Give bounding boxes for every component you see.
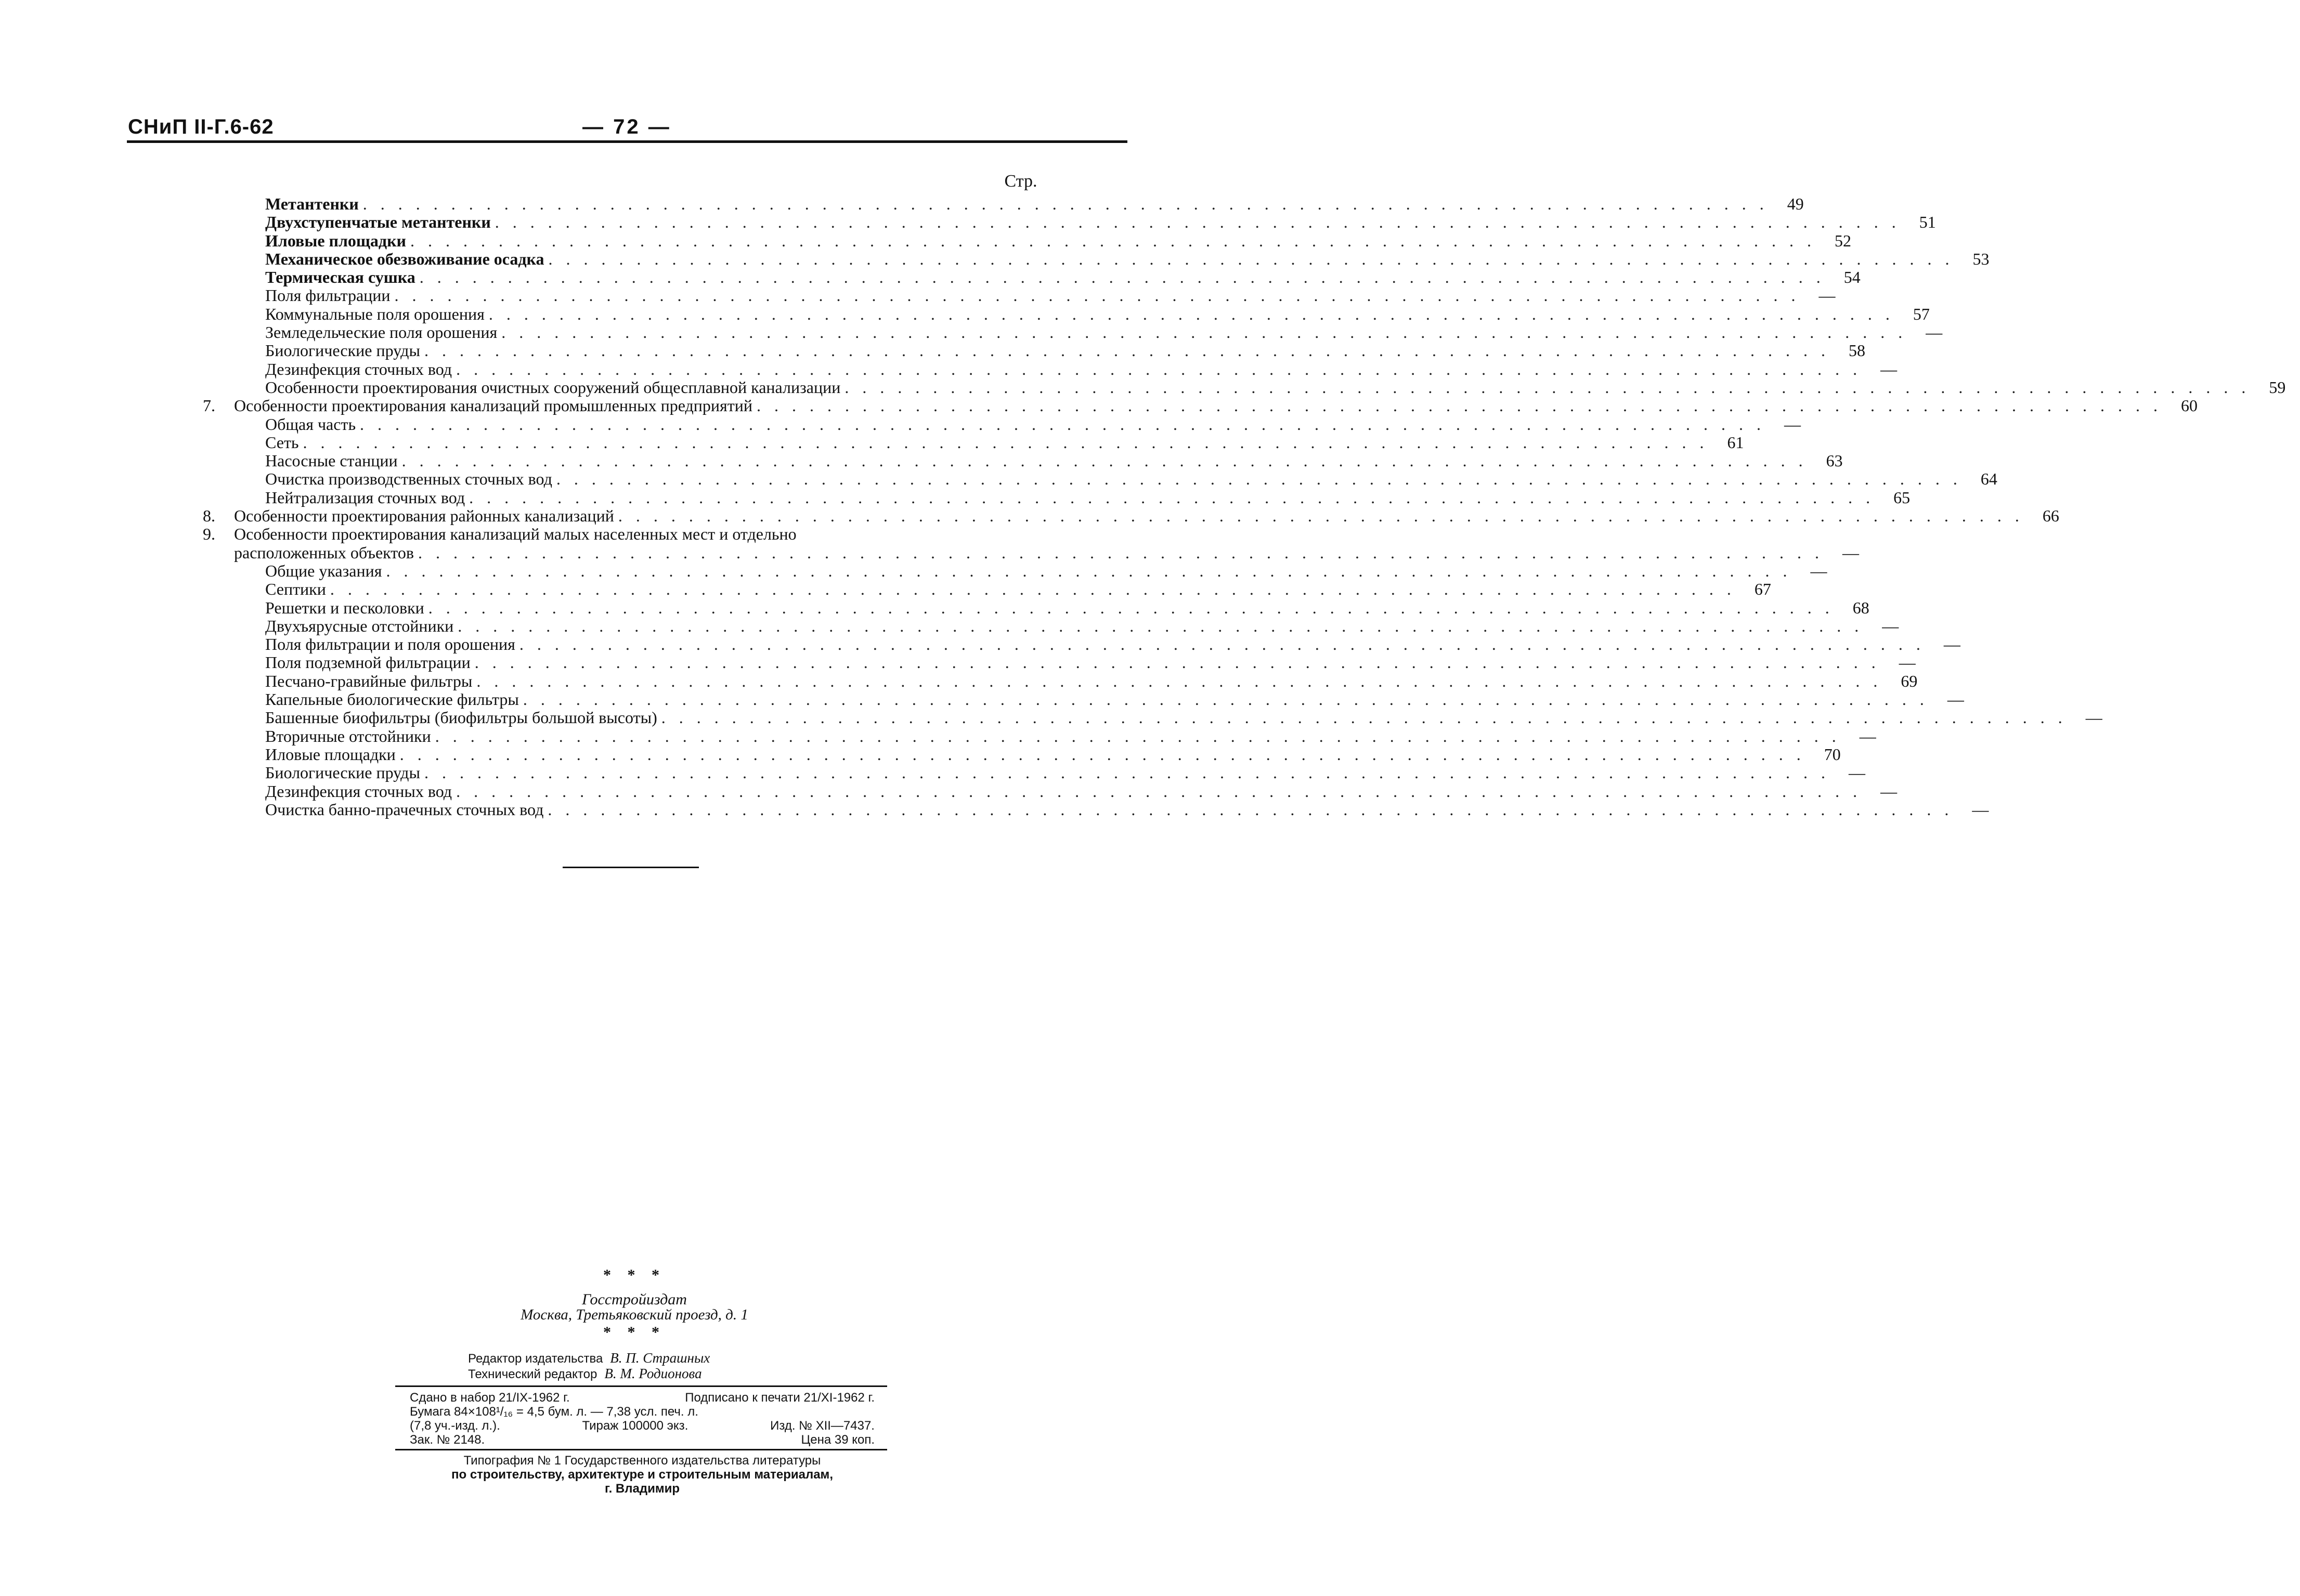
- imprint-cell: Подписано к печати 21/XI-1962 г.: [685, 1391, 875, 1405]
- toc-entry-page: —: [2085, 708, 2102, 727]
- toc-entry-label: Метантенки: [265, 194, 359, 213]
- toc-entry: [203, 781, 1898, 801]
- toc-entry-label: Иловые площадки: [265, 231, 406, 250]
- toc-entry-page: —: [1972, 800, 1989, 819]
- publisher-name: Госстройиздат: [582, 1291, 687, 1308]
- toc-entry-page: —: [1880, 781, 1898, 801]
- printer-info: [400, 1454, 884, 1496]
- printer-line-2: по строительству, архитектуре и строительным материалам,: [451, 1468, 833, 1482]
- toc-entry-page: —: [1899, 653, 1916, 672]
- stars-divider-2: * * *: [603, 1324, 666, 1341]
- toc-entry-page: 69: [1901, 671, 1918, 690]
- page-number: — 72 —: [582, 115, 671, 138]
- toc-entry-number: 9.: [203, 525, 215, 544]
- toc-entry-label: Особенности проектирования районных канализаций: [234, 506, 614, 526]
- toc-leader-dots: . . . . . . . . . . . . . . . . . . . . . . . . . . . . . . . . . . . . . . . . . . . . . . . . . . . . . . . . . . . . . . . . . . . . . . . . . . . . . . . .: [469, 488, 1875, 507]
- printer-line-3: г. Владимир: [604, 1482, 680, 1496]
- toc-entry-page: 59: [2269, 377, 2286, 397]
- toc-entry-label: Решетки и песколовки: [265, 598, 424, 617]
- toc-entry-label: расположенных объектов: [234, 543, 414, 562]
- toc-entry: [203, 653, 1916, 672]
- toc-entry: [203, 433, 1744, 452]
- toc-entry-label: Механическое обезвоживание осадка: [265, 249, 544, 268]
- editor-label: Редактор издательства: [468, 1352, 603, 1366]
- toc-leader-dots: . . . . . . . . . . . . . . . . . . . . . . . . . . . . . . . . . . . . . . . . . . . . . . . . . . . . . . . . . . . . . . . . . . . . . . . . . . . . . . . .: [410, 231, 1816, 250]
- toc-entry-label: Нейтрализация сточных вод: [265, 488, 465, 507]
- toc-leader-dots: . . . . . . . . . . . . . . . . . . . . . . . . . . . . . . . . . . . . . . . . . . . . . . . . . . . . . . . . . . . . . . . . . . . . . . . . . . . . . . . .: [424, 341, 1830, 360]
- toc-entry: [203, 561, 1827, 580]
- toc-leader-dots: . . . . . . . . . . . . . . . . . . . . . . . . . . . . . . . . . . . . . . . . . . . . . . . . . . . . . . . . . . . . . . . . . . . . . . . . . . . . . . . .: [548, 249, 1954, 268]
- toc-entry-label: Башенные биофильтры (биофильтры большой высоты): [265, 708, 657, 727]
- toc-leader-dots: . . . . . . . . . . . . . . . . . . . . . . . . . . . . . . . . . . . . . . . . . . . . . . . . . . . . . . . . . . . . . . . . . . . . . . . . . . . . . . . .: [424, 763, 1830, 782]
- toc-entry: [203, 377, 2286, 397]
- toc-leader-dots: . . . . . . . . . . . . . . . . . . . . . . . . . . . . . . . . . . . . . . . . . . . . . . . . . . . . . . . . . . . . . . . . . . . . . . . . . . . . . . . .: [474, 653, 1880, 672]
- page-column-header: Стр.: [1004, 172, 1037, 191]
- toc-entry-page: 63: [1826, 451, 1843, 470]
- toc-entry-page: 64: [1980, 469, 1997, 489]
- imprint-block: [400, 1391, 884, 1447]
- toc-entry-label: Особенности проектирования канализаций промышленных предприятий: [234, 396, 752, 415]
- toc-entry-page: —: [1926, 323, 1943, 342]
- toc-entry-label: Иловые площадки: [265, 744, 396, 764]
- toc-entry-label: Двухступенчатые метантенки: [265, 213, 491, 232]
- toc-entry-label: Капельные биологические фильтры: [265, 690, 519, 709]
- toc-entry-label: Очистка банно-прачечных сточных вод: [265, 800, 544, 819]
- toc-entry-label: Песчано-гравийные фильтры: [265, 671, 473, 690]
- toc-entry: [203, 616, 1899, 635]
- imprint-cell: Бумага 84×108¹/₁₆ = 4,5 бум. л. — 7,38 усл. печ. л.: [410, 1405, 698, 1419]
- imprint-row: [400, 1419, 884, 1433]
- toc-entry-label: Вторичные отстойники: [265, 726, 431, 745]
- toc-entry-page: 70: [1824, 744, 1841, 764]
- toc-entry: [203, 396, 2198, 415]
- toc-entry: [203, 414, 1801, 434]
- toc-leader-dots: . . . . . . . . . . . . . . . . . . . . . . . . . . . . . . . . . . . . . . . . . . . . . . . . . . . . . . . . . . . . . . . . . . . . . . . . . . . . . . . .: [756, 396, 2162, 415]
- toc-leader-dots: . . . . . . . . . . . . . . . . . . . . . . . . . . . . . . . . . . . . . . . . . . . . . . . . . . . . . . . . . . . . . . . . . . . . . . . . . . . . . . . .: [661, 708, 2067, 727]
- imprint-row: [400, 1405, 884, 1419]
- toc-entry: [203, 525, 1050, 543]
- toc-entry: [203, 580, 1771, 599]
- toc-entry: [203, 726, 1876, 745]
- toc-entry-label: Поля фильтрации: [265, 286, 391, 305]
- toc-entry-page: —: [1943, 635, 1960, 654]
- editors-block: [468, 1351, 822, 1382]
- editor-name: В. П. Страшных: [610, 1350, 710, 1366]
- toc-entry-page: 68: [1852, 598, 1869, 617]
- toc-entry-label: Поля фильтрации и поля орошения: [265, 635, 515, 654]
- toc-entry-page: 65: [1893, 488, 1911, 507]
- toc-leader-dots: . . . . . . . . . . . . . . . . . . . . . . . . . . . . . . . . . . . . . . . . . . . . . . . . . . . . . . . . . . . . . . . . . . . . . . . . . . . . . . . .: [458, 616, 1864, 635]
- toc-entry-label: Земледельческие поля орошения: [265, 323, 498, 342]
- toc-entry-page: 58: [1848, 341, 1865, 360]
- toc-leader-dots: . . . . . . . . . . . . . . . . . . . . . . . . . . . . . . . . . . . . . . . . . . . . . . . . . . . . . . . . . . . . . . . . . . . . . . . . . . . . . . . .: [418, 543, 1824, 562]
- imprint-row: [400, 1391, 884, 1405]
- toc-entry-label: Септики: [265, 580, 326, 599]
- toc-entry: [203, 635, 1960, 654]
- printer-line-1: Типография № 1 Государственного издательства литературы: [463, 1454, 821, 1468]
- toc-leader-dots: . . . . . . . . . . . . . . . . . . . . . . . . . . . . . . . . . . . . . . . . . . . . . . . . . . . . . . . . . . . . . . . . . . . . . . . . . . . . . . . .: [399, 744, 1805, 764]
- toc-entry-label: Биологические пруды: [265, 763, 420, 782]
- imprint-top-rule: [395, 1385, 887, 1387]
- toc-entry: [203, 690, 1964, 709]
- toc-leader-dots: . . . . . . . . . . . . . . . . . . . . . . . . . . . . . . . . . . . . . . . . . . . . . . . . . . . . . . . . . . . . . . . . . . . . . . . . . . . . . . . .: [476, 671, 1882, 690]
- toc-leader-dots: . . . . . . . . . . . . . . . . . . . . . . . . . . . . . . . . . . . . . . . . . . . . . . . . . . . . . . . . . . . . . . . . . . . . . . . . . . . . . . . .: [360, 414, 1766, 434]
- toc-entry-page: 66: [2042, 506, 2059, 526]
- toc-entry: [203, 763, 1865, 782]
- toc-leader-dots: . . . . . . . . . . . . . . . . . . . . . . . . . . . . . . . . . . . . . . . . . . . . . . . . . . . . . . . . . . . . . . . . . . . . . . . . . . . . . . . .: [556, 469, 1962, 489]
- stars-divider: * * *: [603, 1266, 666, 1284]
- toc-entry-label: Термическая сушка: [265, 268, 415, 287]
- toc-entry-page: 53: [1972, 249, 1990, 268]
- toc-entry-label: Очистка производственных сточных вод: [265, 469, 552, 489]
- imprint-bottom-rule: [395, 1449, 887, 1450]
- toc-entry-page: —: [1810, 561, 1827, 580]
- toc-entry: [203, 506, 2059, 526]
- toc-entry-page: 49: [1787, 194, 1804, 213]
- toc-entry-label: Коммунальные поля орошения: [265, 304, 485, 323]
- toc-leader-dots: . . . . . . . . . . . . . . . . . . . . . . . . . . . . . . . . . . . . . . . . . . . . . . . . . . . . . . . . . . . . . . . . . . . . . . . . . . . . . . . .: [618, 506, 2024, 526]
- toc-entry-page: —: [1880, 359, 1898, 378]
- toc-entry: [203, 268, 1861, 287]
- toc-leader-dots: . . . . . . . . . . . . . . . . . . . . . . . . . . . . . . . . . . . . . . . . . . . . . . . . . . . . . . . . . . . . . . . . . . . . . . . . . . . . . . . .: [495, 213, 1901, 232]
- toc-leader-dots: . . . . . . . . . . . . . . . . . . . . . . . . . . . . . . . . . . . . . . . . . . . . . . . . . . . . . . . . . . . . . . . . . . . . . . . . . . . . . . . .: [488, 304, 1894, 323]
- section-divider: [563, 867, 699, 868]
- toc-entry: [203, 744, 1841, 764]
- toc-entry: [203, 323, 1943, 342]
- toc-entry-page: 61: [1727, 433, 1744, 452]
- toc-entry-page: 67: [1754, 580, 1771, 599]
- toc-entry: [203, 286, 1836, 305]
- toc-entry-label: Общая часть: [265, 414, 356, 434]
- toc-entry-page: 52: [1834, 231, 1851, 250]
- tech-editor-name: В. М. Родионова: [604, 1366, 702, 1381]
- toc-entry: [203, 598, 1869, 617]
- toc-entry-label: Особенности проектирования очистных сооружений общесплавной канализации: [265, 377, 841, 397]
- toc-leader-dots: . . . . . . . . . . . . . . . . . . . . . . . . . . . . . . . . . . . . . . . . . . . . . . . . . . . . . . . . . . . . . . . . . . . . . . . . . . . . . . . .: [435, 726, 1841, 745]
- toc-entry-page: —: [1848, 763, 1865, 782]
- toc-leader-dots: . . . . . . . . . . . . . . . . . . . . . . . . . . . . . . . . . . . . . . . . . . . . . . . . . . . . . . . . . . . . . . . . . . . . . . . . . . . . . . . .: [523, 690, 1929, 709]
- toc-entry-number: 7.: [203, 396, 215, 415]
- toc-entry: [203, 451, 1843, 470]
- toc-entry-label: Сеть: [265, 433, 299, 452]
- toc-entry-label: Дезинфекция сточных вод: [265, 781, 452, 801]
- document-code: СНиП II-Г.6-62: [128, 115, 274, 138]
- toc-entry-page: —: [1818, 286, 1836, 305]
- toc-entry-page: 54: [1843, 268, 1861, 287]
- imprint-cell: (7,8 уч.-изд. л.).: [410, 1419, 500, 1433]
- toc-leader-dots: . . . . . . . . . . . . . . . . . . . . . . . . . . . . . . . . . . . . . . . . . . . . . . . . . . . . . . . . . . . . . . . . . . . . . . . . . . . . . . . .: [428, 598, 1834, 617]
- toc-leader-dots: . . . . . . . . . . . . . . . . . . . . . . . . . . . . . . . . . . . . . . . . . . . . . . . . . . . . . . . . . . . . . . . . . . . . . . . . . . . . . . . .: [330, 580, 1736, 599]
- toc-entry: [203, 304, 1930, 323]
- toc-entry-label: Дезинфекция сточных вод: [265, 359, 452, 378]
- toc-entry-label: Двухъярусные отстойники: [265, 616, 454, 635]
- toc-leader-dots: . . . . . . . . . . . . . . . . . . . . . . . . . . . . . . . . . . . . . . . . . . . . . . . . . . . . . . . . . . . . . . . . . . . . . . . . . . . . . . . .: [519, 635, 1925, 654]
- toc-leader-dots: . . . . . . . . . . . . . . . . . . . . . . . . . . . . . . . . . . . . . . . . . . . . . . . . . . . . . . . . . . . . . . . . . . . . . . . . . . . . . . . .: [394, 286, 1800, 305]
- imprint-row: [400, 1433, 884, 1447]
- toc-leader-dots: . . . . . . . . . . . . . . . . . . . . . . . . . . . . . . . . . . . . . . . . . . . . . . . . . . . . . . . . . . . . . . . . . . . . . . . . . . . . . . . .: [456, 359, 1862, 378]
- toc-entry: [203, 341, 1865, 360]
- toc-entry-page: 57: [1913, 304, 1930, 323]
- imprint-cell: Тираж 100000 экз.: [582, 1419, 688, 1433]
- toc-entry-label: Поля подземной фильтрации: [265, 653, 471, 672]
- imprint-cell: Зак. № 2148.: [410, 1433, 485, 1447]
- toc-entry: [203, 231, 1851, 250]
- toc-leader-dots: . . . . . . . . . . . . . . . . . . . . . . . . . . . . . . . . . . . . . . . . . . . . . . . . . . . . . . . . . . . . . . . . . . . . . . . . . . . . . . . .: [401, 451, 1808, 470]
- imprint-cell: Сдано в набор 21/IX-1962 г.: [410, 1391, 570, 1405]
- toc-entry-label: Особенности проектирования канализаций малых населенных мест и отдельно: [234, 525, 797, 544]
- toc-leader-dots: . . . . . . . . . . . . . . . . . . . . . . . . . . . . . . . . . . . . . . . . . . . . . . . . . . . . . . . . . . . . . . . . . . . . . . . . . . . . . . . .: [303, 433, 1709, 452]
- publisher-address: Москва, Третьяковский проезд, д. 1: [521, 1306, 748, 1323]
- toc-leader-dots: . . . . . . . . . . . . . . . . . . . . . . . . . . . . . . . . . . . . . . . . . . . . . . . . . . . . . . . . . . . . . . . . . . . . . . . . . . . . . . . .: [548, 800, 1954, 819]
- imprint-cell: Изд. № XII—7437.: [770, 1419, 875, 1433]
- toc-entry: [203, 249, 1990, 268]
- toc-entry: [203, 800, 1989, 819]
- toc-entry-label: Насосные станции: [265, 451, 398, 470]
- toc-entry: [203, 359, 1898, 378]
- toc-entry-label: Общие указания: [265, 561, 382, 580]
- toc-entry-page: —: [1947, 690, 1964, 709]
- toc-entry: [203, 469, 1997, 489]
- tech-editor-label: Технический редактор: [468, 1367, 597, 1381]
- toc-entry-label: Биологические пруды: [265, 341, 420, 360]
- header-rule: [127, 140, 1127, 143]
- toc-leader-dots: . . . . . . . . . . . . . . . . . . . . . . . . . . . . . . . . . . . . . . . . . . . . . . . . . . . . . . . . . . . . . . . . . . . . . . . . . . . . . . . .: [844, 377, 2251, 397]
- table-of-contents: [203, 194, 2286, 819]
- toc-leader-dots: . . . . . . . . . . . . . . . . . . . . . . . . . . . . . . . . . . . . . . . . . . . . . . . . . . . . . . . . . . . . . . . . . . . . . . . . . . . . . . . .: [501, 323, 1907, 342]
- toc-entry: [203, 213, 1936, 232]
- toc-entry-page: 51: [1919, 213, 1936, 232]
- toc-entry-page: —: [1842, 543, 1859, 562]
- toc-leader-dots: . . . . . . . . . . . . . . . . . . . . . . . . . . . . . . . . . . . . . . . . . . . . . . . . . . . . . . . . . . . . . . . . . . . . . . . . . . . . . . . .: [456, 781, 1862, 801]
- toc-entry: [203, 488, 1911, 507]
- toc-entry: [203, 194, 1804, 213]
- toc-entry: [203, 708, 2102, 727]
- toc-entry-page: —: [1784, 414, 1801, 434]
- toc-leader-dots: . . . . . . . . . . . . . . . . . . . . . . . . . . . . . . . . . . . . . . . . . . . . . . . . . . . . . . . . . . . . . . . . . . . . . . . . . . . . . . . .: [419, 268, 1825, 287]
- toc-entry-page: 60: [2180, 396, 2198, 415]
- toc-leader-dots: . . . . . . . . . . . . . . . . . . . . . . . . . . . . . . . . . . . . . . . . . . . . . . . . . . . . . . . . . . . . . . . . . . . . . . . . . . . . . . . .: [362, 194, 1769, 213]
- toc-leader-dots: . . . . . . . . . . . . . . . . . . . . . . . . . . . . . . . . . . . . . . . . . . . . . . . . . . . . . . . . . . . . . . . . . . . . . . . . . . . . . . . .: [386, 561, 1792, 580]
- toc-entry-page: —: [1882, 616, 1899, 635]
- imprint-cell: Цена 39 коп.: [801, 1433, 875, 1447]
- toc-entry-page: —: [1859, 726, 1876, 745]
- toc-entry-number: 8.: [203, 506, 215, 526]
- toc-entry-continuation: [203, 543, 1859, 562]
- toc-entry: [203, 671, 1918, 690]
